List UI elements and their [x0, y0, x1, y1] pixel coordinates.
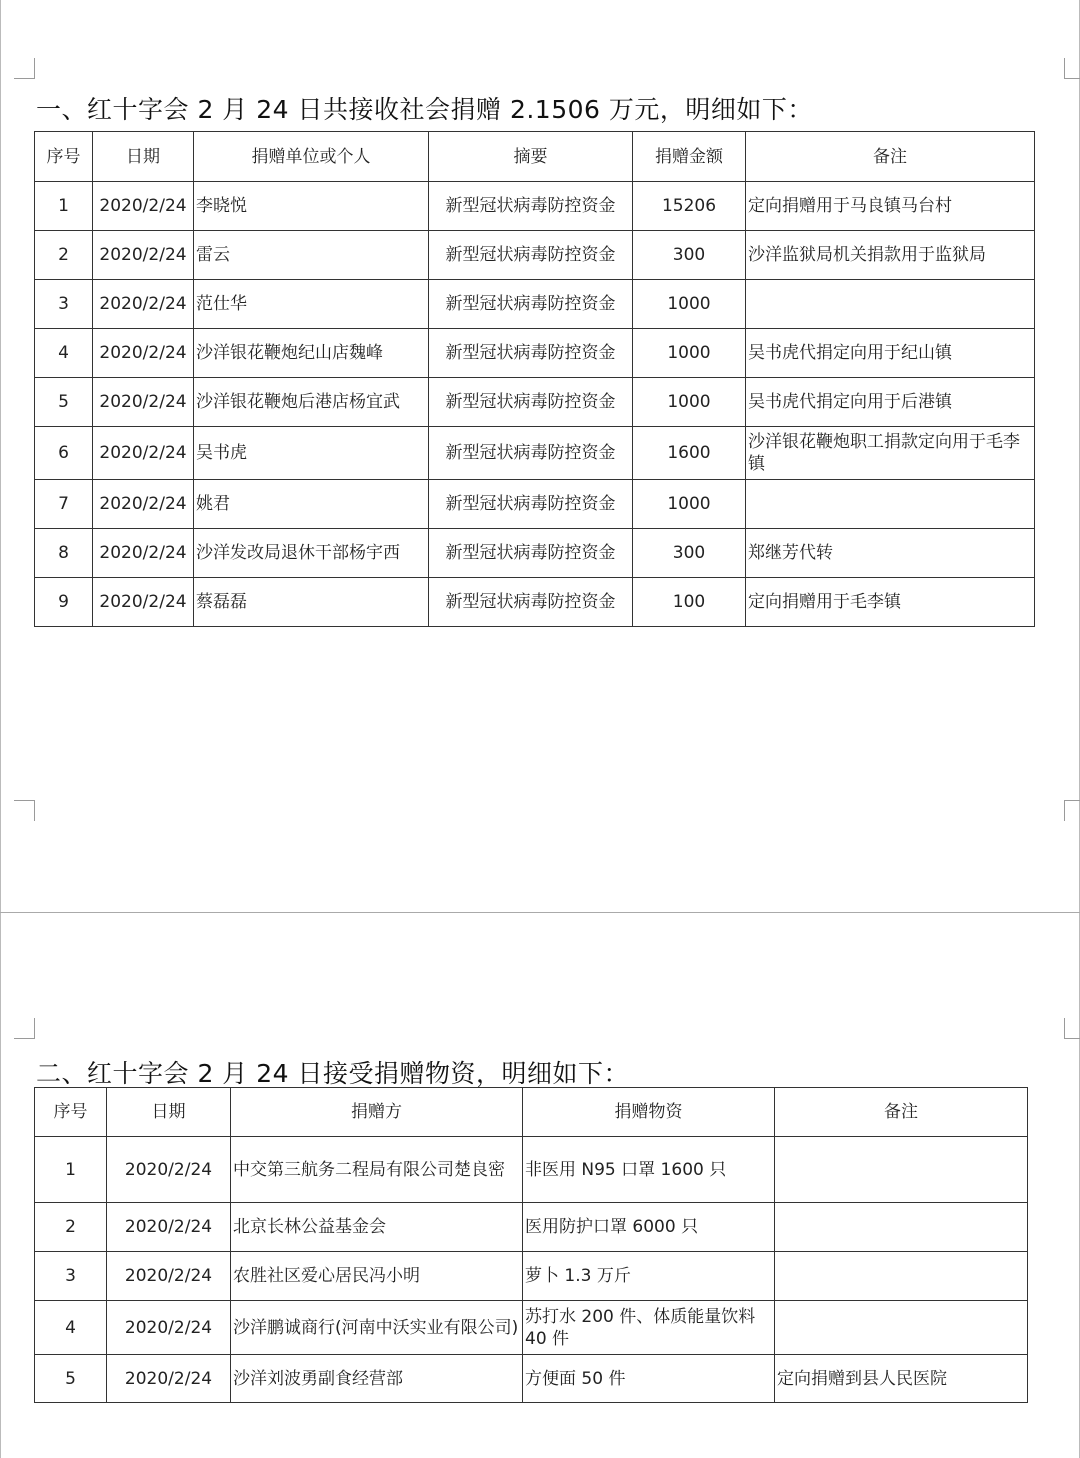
crop-mark-bottom-right [1064, 800, 1080, 821]
table-row [35, 280, 1035, 329]
cell-date: 2020/2/24 [93, 427, 194, 480]
cell-remark: 沙洋银花鞭炮职工捐款定向用于毛李镇 [746, 427, 1035, 480]
cell-remark: 吴书虎代捐定向用于纪山镇 [746, 329, 1035, 378]
cell-date: 2020/2/24 [107, 1301, 231, 1355]
col-header-remark: 备注 [746, 132, 1035, 182]
cell-remark [775, 1203, 1028, 1252]
cell-donor: 姚君 [194, 480, 429, 529]
section-2-heading: 二、红十字会 2 月 24 日接受捐赠物资，明细如下： [36, 1059, 630, 1088]
cell-donor: 沙洋发改局退休干部杨宇西 [194, 529, 429, 578]
crop-mark-top-right [1064, 58, 1080, 79]
cell-index: 3 [35, 1252, 107, 1301]
cell-remark [746, 280, 1035, 329]
col-header-remark: 备注 [775, 1088, 1028, 1137]
cell-index: 5 [35, 378, 93, 427]
cell-index: 9 [35, 578, 93, 627]
cell-summary: 新型冠状病毒防控资金 [429, 231, 633, 280]
table-row [35, 1203, 1028, 1252]
cell-remark: 定向捐赠用于马良镇马台村 [746, 182, 1035, 231]
table-row [35, 1301, 1028, 1355]
cell-donor: 农胜社区爱心居民冯小明 [231, 1252, 523, 1301]
goods-donation-table [34, 1087, 1028, 1403]
table-row [35, 1355, 1028, 1403]
cell-remark: 定向捐赠到县人民医院 [775, 1355, 1028, 1403]
cell-donor: 蔡磊磊 [194, 578, 429, 627]
cell-goods: 医用防护口罩 6000 只 [523, 1203, 775, 1252]
cell-summary: 新型冠状病毒防控资金 [429, 427, 633, 480]
cell-goods: 非医用 N95 口罩 1600 只 [523, 1137, 775, 1203]
table-row [35, 480, 1035, 529]
cell-index: 5 [35, 1355, 107, 1403]
cell-remark [775, 1252, 1028, 1301]
cell-summary: 新型冠状病毒防控资金 [429, 529, 633, 578]
cell-donor: 沙洋银花鞭炮后港店杨宜武 [194, 378, 429, 427]
cell-index: 2 [35, 231, 93, 280]
cell-remark [746, 480, 1035, 529]
cell-goods: 方便面 50 件 [523, 1355, 775, 1403]
table-row [35, 1252, 1028, 1301]
cell-remark: 定向捐赠用于毛李镇 [746, 578, 1035, 627]
cell-date: 2020/2/24 [107, 1355, 231, 1403]
cell-remark: 吴书虎代捐定向用于后港镇 [746, 378, 1035, 427]
col-header-donor: 捐赠方 [231, 1088, 523, 1137]
cell-amount: 1000 [633, 329, 746, 378]
cell-donor: 范仕华 [194, 280, 429, 329]
cell-summary: 新型冠状病毒防控资金 [429, 329, 633, 378]
cell-summary: 新型冠状病毒防控资金 [429, 578, 633, 627]
col-header-date: 日期 [107, 1088, 231, 1137]
cell-donor: 李晓悦 [194, 182, 429, 231]
cell-donor: 沙洋银花鞭炮纪山店魏峰 [194, 329, 429, 378]
cell-donor: 沙洋刘波勇副食经营部 [231, 1355, 523, 1403]
cell-amount: 1600 [633, 427, 746, 480]
cell-index: 4 [35, 1301, 107, 1355]
cell-index: 1 [35, 182, 93, 231]
cell-date: 2020/2/24 [93, 378, 194, 427]
cell-amount: 15206 [633, 182, 746, 231]
table-row [35, 182, 1035, 231]
table-header-row [35, 1088, 1028, 1137]
col-header-index: 序号 [35, 1088, 107, 1137]
cell-index: 7 [35, 480, 93, 529]
cell-summary: 新型冠状病毒防控资金 [429, 480, 633, 529]
cell-donor: 吴书虎 [194, 427, 429, 480]
col-header-donor: 捐赠单位或个人 [194, 132, 429, 182]
cell-date: 2020/2/24 [93, 231, 194, 280]
crop-mark-bottom-left [14, 800, 35, 821]
cell-summary: 新型冠状病毒防控资金 [429, 378, 633, 427]
crop-mark-top-right [1064, 1018, 1080, 1039]
cell-date: 2020/2/24 [107, 1252, 231, 1301]
cell-amount: 1000 [633, 378, 746, 427]
cell-amount: 100 [633, 578, 746, 627]
section-1-heading: 一、红十字会 2 月 24 日共接收社会捐赠 2.1506 万元，明细如下： [36, 95, 813, 124]
cell-amount: 1000 [633, 480, 746, 529]
cell-donor: 中交第三航务二程局有限公司楚良密 [231, 1137, 523, 1203]
cell-date: 2020/2/24 [107, 1203, 231, 1252]
cell-index: 2 [35, 1203, 107, 1252]
cell-donor: 雷云 [194, 231, 429, 280]
cell-index: 3 [35, 280, 93, 329]
col-header-amount: 捐赠金额 [633, 132, 746, 182]
cell-date: 2020/2/24 [93, 329, 194, 378]
table-row [35, 529, 1035, 578]
cell-date: 2020/2/24 [93, 280, 194, 329]
cell-remark: 沙洋监狱局机关捐款用于监狱局 [746, 231, 1035, 280]
cell-date: 2020/2/24 [93, 529, 194, 578]
crop-mark-top-left [14, 58, 35, 79]
col-header-goods: 捐赠物资 [523, 1088, 775, 1137]
cell-index: 8 [35, 529, 93, 578]
table-header-row [35, 132, 1035, 182]
cell-donor: 北京长林公益基金会 [231, 1203, 523, 1252]
cell-date: 2020/2/24 [93, 480, 194, 529]
cell-date: 2020/2/24 [93, 182, 194, 231]
cell-remark [775, 1301, 1028, 1355]
cell-index: 4 [35, 329, 93, 378]
col-header-index: 序号 [35, 132, 93, 182]
cell-index: 6 [35, 427, 93, 480]
col-header-date: 日期 [93, 132, 194, 182]
cell-amount: 300 [633, 529, 746, 578]
table-row [35, 427, 1035, 480]
cash-donation-table [34, 131, 1035, 627]
table-row [35, 578, 1035, 627]
cell-index: 1 [35, 1137, 107, 1203]
table-row [35, 329, 1035, 378]
table-row [35, 378, 1035, 427]
cell-remark [775, 1137, 1028, 1203]
cell-donor: 沙洋鹏诚商行(河南中沃实业有限公司) [231, 1301, 523, 1355]
cell-summary: 新型冠状病毒防控资金 [429, 182, 633, 231]
cell-date: 2020/2/24 [93, 578, 194, 627]
cell-date: 2020/2/24 [107, 1137, 231, 1203]
cell-amount: 1000 [633, 280, 746, 329]
cell-amount: 300 [633, 231, 746, 280]
cell-remark: 郑继芳代转 [746, 529, 1035, 578]
col-header-summary: 摘要 [429, 132, 633, 182]
table-row [35, 231, 1035, 280]
crop-mark-top-left [14, 1018, 35, 1039]
table-row [35, 1137, 1028, 1203]
cell-goods: 苏打水 200 件、体质能量饮料 40 件 [523, 1301, 775, 1355]
cell-summary: 新型冠状病毒防控资金 [429, 280, 633, 329]
cell-goods: 萝卜 1.3 万斤 [523, 1252, 775, 1301]
